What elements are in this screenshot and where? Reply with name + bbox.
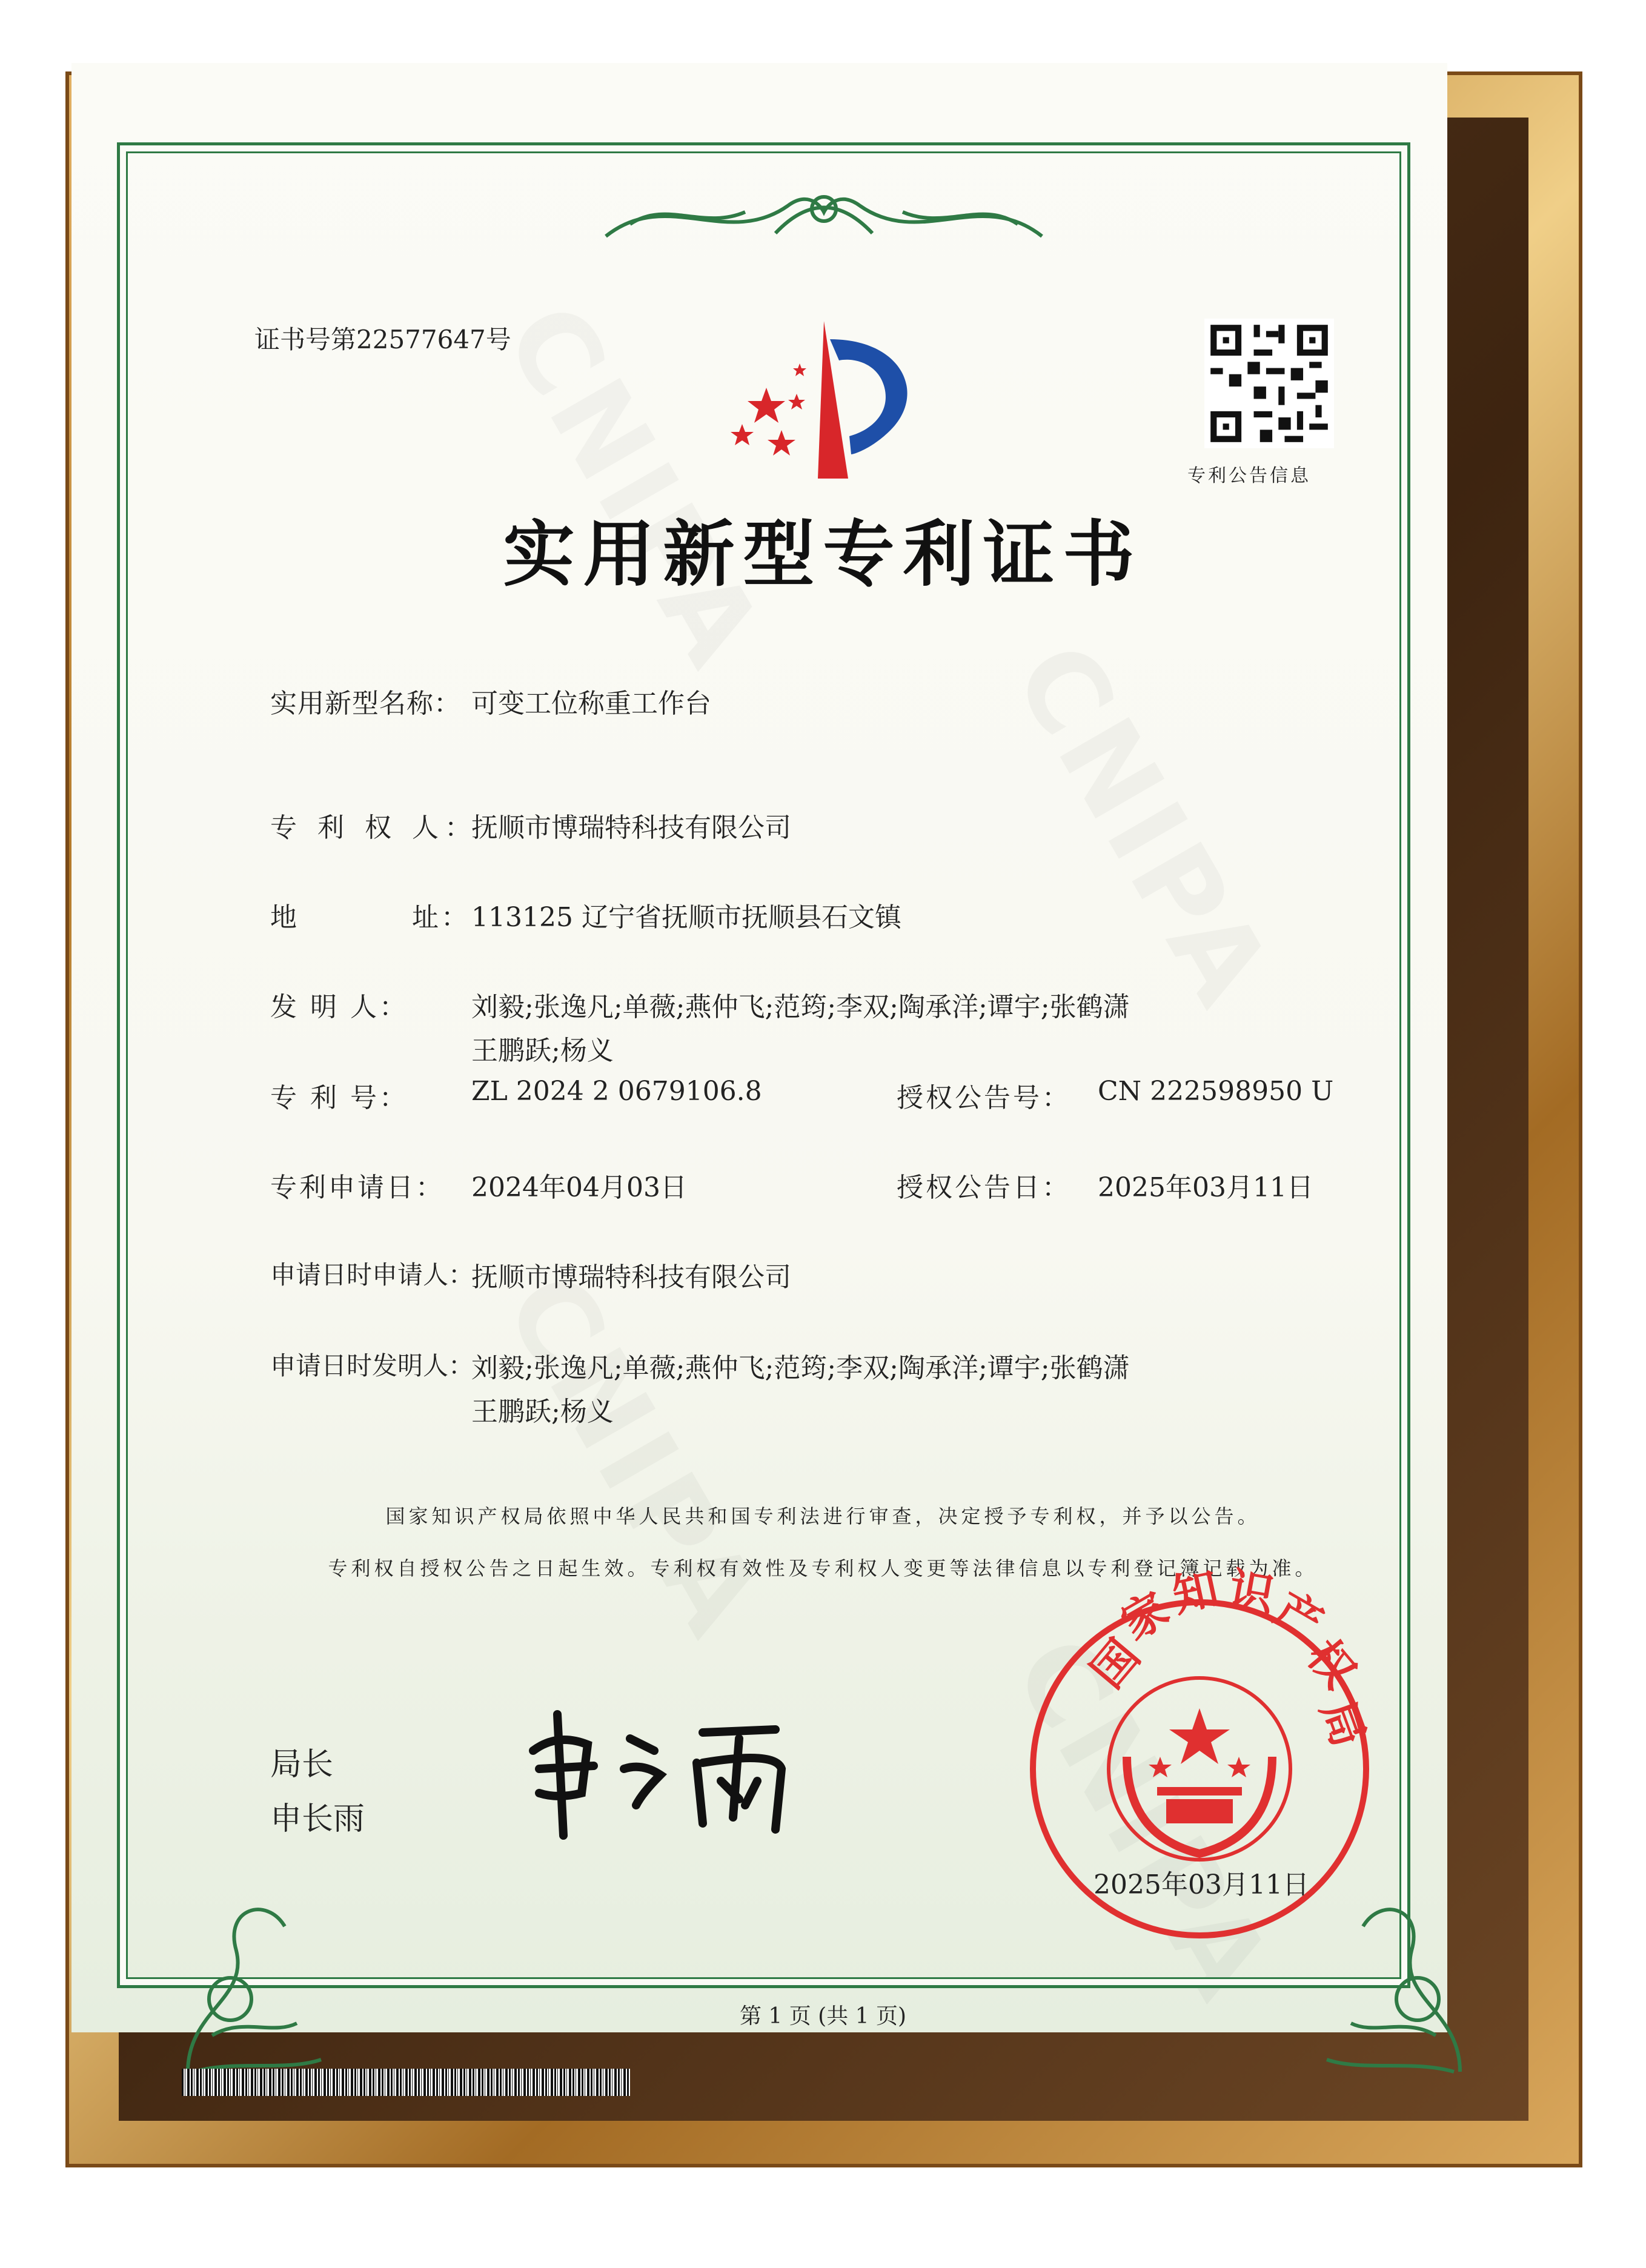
utility-model-name-value: 可变工位称重工作台 — [471, 688, 711, 719]
cnipa-logo-icon — [709, 315, 927, 491]
address-value: 113125 辽宁省抚顺市抚顺县石文镇 — [471, 902, 901, 933]
seal-char-6: 权 — [1296, 1630, 1366, 1698]
qr-caption: 专利公告信息 — [1187, 465, 1311, 486]
qr-code — [1204, 319, 1334, 448]
inventor-at-filing-line1: 刘毅;张逸凡;单薇;燕仲飞;范筠;李双;陶承洋;谭宇;张鹤潇 — [471, 1353, 1130, 1384]
patentee-value: 抚顺市博瑞特科技有限公司 — [471, 812, 791, 843]
top-ornament — [594, 176, 1054, 248]
statement-line-2: 专利权自授权公告之日起生效。专利权有效性及专利权人变更等法律信息以专利登记簿记载为准。 — [328, 1557, 1318, 1580]
inventor-value-line1: 刘毅;张逸凡;单薇;燕仲飞;范筠;李双;陶承洋;谭宇;张鹤潇 — [471, 992, 1130, 1023]
director-title: 局长 — [270, 1746, 334, 1783]
seal-char-7: 局 — [1310, 1693, 1375, 1754]
seal-date: 2025年03月11日 — [1093, 1869, 1309, 1900]
applicant-at-filing-value: 抚顺市博瑞特科技有限公司 — [471, 1262, 791, 1293]
grant-pub-date-label: 授权公告日： — [897, 1172, 1071, 1203]
applicant-at-filing-label: 申请日时申请人： — [270, 1260, 474, 1290]
patent-number-value: ZL 2024 2 0679106.8 — [471, 1076, 762, 1107]
grant-pub-number-label: 授权公告号： — [897, 1083, 1071, 1113]
barcode — [182, 2069, 630, 2096]
seal-char-1: 国 — [1081, 1630, 1150, 1698]
utility-model-name-label: 实用新型名称： — [270, 688, 461, 719]
grant-pub-number-value: CN 222598950 U — [1098, 1076, 1334, 1107]
page-number: 第 1 页 (共 1 页) — [739, 2004, 907, 2029]
statement-line-1: 国家知识产权局依照中华人民共和国专利法进行审查，决定授予专利权，并予以公告。 — [385, 1505, 1261, 1528]
patentee-label: 专 利 权 人： — [270, 812, 477, 843]
seal-char-3: 知 — [1168, 1562, 1223, 1623]
inventor-at-filing-label: 申请日时发明人： — [270, 1351, 474, 1381]
grant-pub-date-value: 2025年03月11日 — [1098, 1172, 1313, 1203]
seal-char-4: 识 — [1225, 1563, 1278, 1622]
address-label: 地 — [270, 902, 299, 933]
director-signature — [521, 1702, 836, 1842]
inventor-label: 发 明 人： — [270, 992, 408, 1023]
filing-date-label: 专利申请日： — [270, 1172, 445, 1203]
inventor-at-filing-line2: 王鹏跃;杨义 — [471, 1396, 614, 1427]
address-label-colon: 址： — [412, 902, 470, 933]
patent-number-label: 专 利 号： — [270, 1083, 408, 1113]
certificate-number: 证书号第22577647号 — [254, 325, 511, 354]
certificate-title: 实用新型专利证书 — [503, 512, 1143, 596]
bottom-left-ornament — [176, 1878, 333, 2078]
filing-date-value: 2024年04月03日 — [471, 1172, 687, 1203]
seal-char-2: 家 — [1112, 1582, 1178, 1650]
inventor-value-line2: 王鹏跃;杨义 — [471, 1035, 614, 1066]
director-name: 申长雨 — [270, 1801, 365, 1837]
seal-char-5: 产 — [1266, 1582, 1332, 1650]
